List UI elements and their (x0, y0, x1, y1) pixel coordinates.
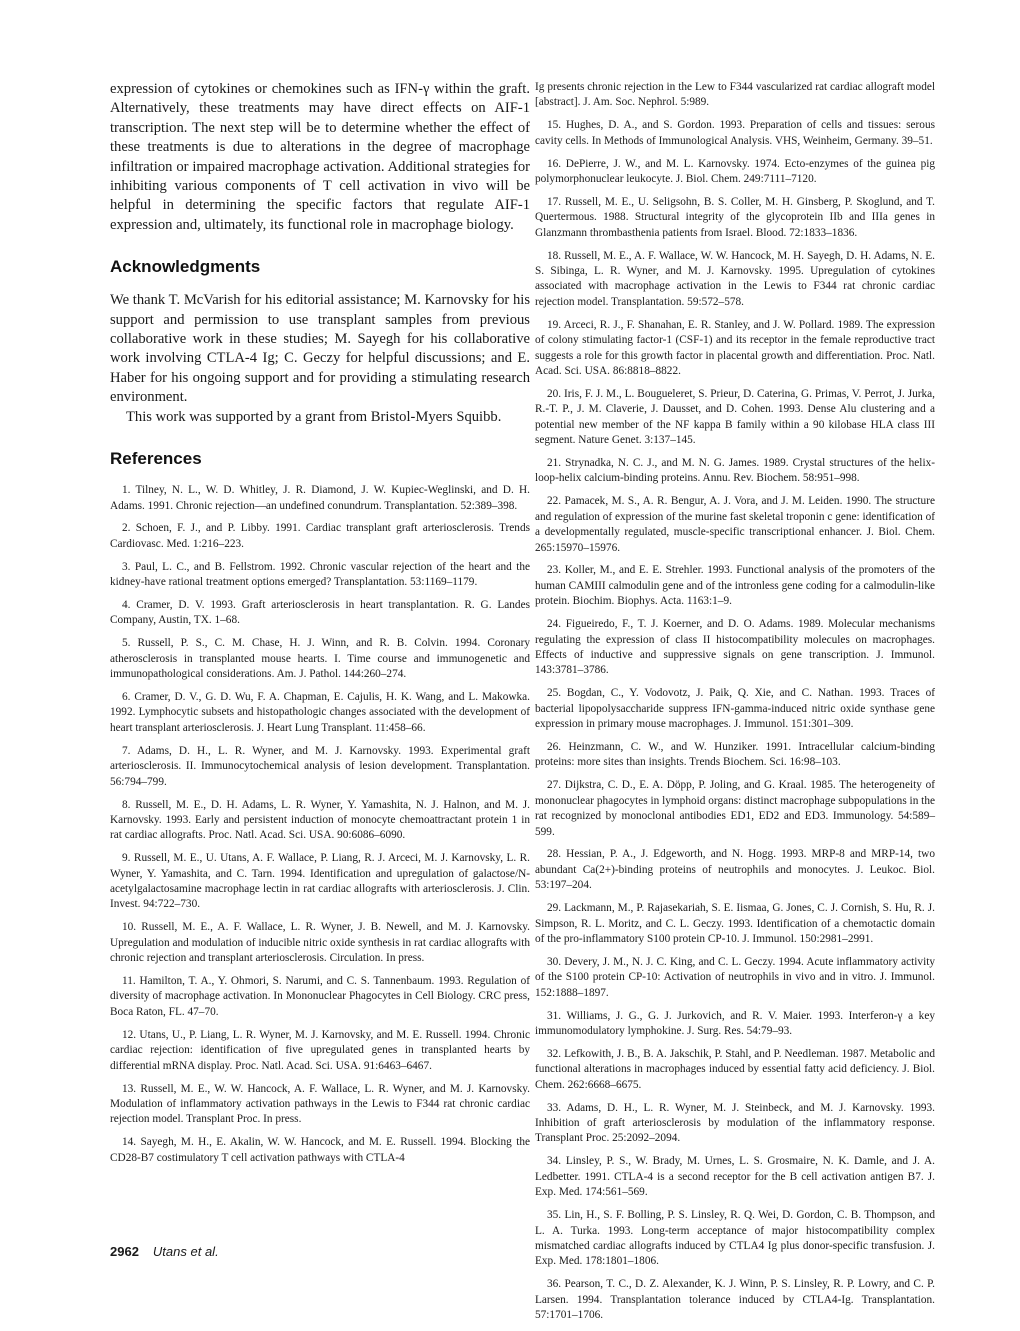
reference-item: 23. Koller, M., and E. E. Strehler. 1993. Functional analysis of the promoters of the human CAMIII calmodulin gene and of the intronless gene coding for a calmodulin-like protein. Biochim. Biophys. Acta. 1163:1–9. (535, 564, 935, 608)
reference-item: 20. Iris, F. J. M., L. Bougueleret, S. Prieur, D. Caterina, G. Primas, V. Perrot, J. Jurka, R.-T. P., J. M. Claverie, J. Dausset, and D. Cohen. 1993. Dense Alu clustering and a potential new member of the NF kappa B family within a 90 kilobase HLA class III segment. Nature Genet. 3:137–145. (535, 387, 935, 447)
reference-item: 5. Russell, P. S., C. M. Chase, H. J. Winn, and R. B. Colvin. 1994. Coronary atherosclerosis in transplanted mouse hearts. I. Time course and immunogenetic and immunopathological considerations. Am. J. Pathol. 144:260–274. (110, 637, 530, 681)
reference-item: 3. Paul, L. C., and B. Fellstrom. 1992. Chronic vascular rejection of the heart and the kidney-have rational treatment options emerged? Transplantation. 53:1169–1179. (110, 560, 530, 589)
acknowledgments-heading: Acknowledgments (110, 257, 261, 277)
reference-item: 26. Heinzmann, C. W., and W. Hunziker. 1991. Intracellular calcium-binding proteins: more sites than insights. Trends Biochem. Sci. 16:98–103. (535, 741, 935, 769)
reference-item: 6. Cramer, D. V., G. D. Wu, F. A. Chapman, E. Cajulis, H. K. Wang, and L. Makowka. 1992. Lymphocytic subsets and histopathologic changes associated with the development of heart transplant arteriosclerosis. J. Heart Lung Transplant. 11:458–66. (110, 691, 530, 734)
reference-item: 28. Hessian, P. A., J. Edgeworth, and N. Hogg. 1993. MRP-8 and MRP-14, two abundant Ca(2+)-binding proteins of neutrophils and monocytes. J. Leukoc. Biol. 53:197–204. (535, 848, 935, 892)
reference-item: 14. Sayegh, M. H., E. Akalin, W. W. Hancock, and M. E. Russell. 1994. Blocking the CD28-B7 costimulatory T cell activation pathways with CTLA-4 (110, 1136, 530, 1164)
reference-item: 18. Russell, M. E., A. F. Wallace, W. W. Hancock, M. H. Sayegh, D. H. Adams, N. E. S. Sibinga, L. R. Wyner, and M. J. Karnovsky. 1995. Upregulation of cytokines associated with macrophage activation in the Lewis to F344 rat chronic cardiac rejection model. Transplantation. 59:572–578. (535, 249, 935, 308)
acknowledgments-text: We thank T. McVarish for his editorial assistance; M. Karnovsky for his support and permission to use transplant samples from previous collaborative work in these studies; M. Sayegh for his collaborative work involving CTLA-4 Ig; C. Geczy for helpful discussions; and E. Haber for his ongoing support and for providing a stimulating research environment. (110, 292, 530, 406)
reference-item: 13. Russell, M. E., W. W. Hancock, A. F. Wallace, L. R. Wyner, and M. J. Karnovsky. Modulation of inflammatory activation pathways in the Lewis to F344 rat chronic cardiac rejection model. Transplant Proc. In press. (110, 1082, 530, 1126)
page-number: 2962 (110, 1244, 139, 1259)
reference-item: 31. Williams, J. G., G. J. Jurkovich, and R. V. Maier. 1993. Interferon-γ a key immunomodulatory lymphokine. J. Surg. Res. 54:79–93. (535, 1009, 935, 1038)
reference-item: 17. Russell, M. E., U. Seligsohn, B. S. Coller, M. H. Ginsberg, P. Skoglund, and T. Quertermous. 1988. Structural integrity of the glycoprotein IIb and IIIa genes in Glanzmann thrombasthenia patients from Israel. Blood. 72:1833–1836. (535, 195, 935, 239)
page-footer (110, 1244, 219, 1259)
reference-item: 4. Cramer, D. V. 1993. Graft arteriosclerosis in heart transplantation. R. G. Landes Company, Austin, TX. 1–68. (110, 599, 530, 627)
reference-list-left (110, 483, 530, 1166)
reference-item: 21. Strynadka, N. C. J., and M. N. G. James. 1989. Crystal structures of the helix-loop-helix calcium-binding proteins. Annu. Rev. Biochem. 58:951–998. (535, 457, 935, 485)
reference-item: 32. Lefkowith, J. B., B. A. Jakschik, P. Stahl, and P. Needleman. 1987. Metabolic and functional alterations in macrophages induced by essential fatty acid deficiency. J. Biol. Chem. 262:6668–6675. (535, 1047, 935, 1091)
reference-item: 35. Lin, H., S. F. Bolling, P. S. Linsley, R. Q. Wei, D. Gordon, C. B. Thompson, and L. A. Turka. 1993. Long-term acceptance of major histocompatibility complex mismatched cardiac allografts induced by CTLA4 Ig plus donor-specific transfusion. J. Exp. Med. 178:1801–1806. (535, 1209, 935, 1268)
reference-item: 7. Adams, D. H., L. R. Wyner, and M. J. Karnovsky. 1993. Experimental graft arteriosclerosis. II. Immunocytochemical analysis of lesion development. Transplantation. 56:794–799. (110, 744, 530, 788)
reference-item: 19. Arceci, R. J., F. Shanahan, E. R. Stanley, and J. W. Pollard. 1989. The expression of colony stimulating factor-1 (CSF-1) and its receptor in the female reproductive tract suggests a role for this growth factor in placental growth and differentiation. Proc. Natl. Acad. Sci. USA. 86:8818–8822. (535, 318, 935, 377)
reference-item: 8. Russell, M. E., D. H. Adams, L. R. Wyner, Y. Yamashita, N. J. Halnon, and M. J. Karnovsky. 1993. Early and persistent induction of monocyte chemoattractant protein 1 in rat cardiac allografts. Proc. Natl. Acad. Sci. USA. 90:6086–6090. (110, 798, 530, 842)
reference-item: 22. Pamacek, M. S., A. R. Bengur, A. J. Vora, and J. M. Leiden. 1990. The structure and regulation of expression of the murine fast skeletal troponin c gene: identification of a developmentally regulated, muscle-specific transcriptional enhancer. J. Biol. Chem. 265:15970–15976. (535, 495, 935, 554)
reference-item: 34. Linsley, P. S., W. Brady, M. Urnes, L. S. Grosmaire, N. K. Damle, and J. A. Ledbetter. 1991. CTLA-4 is a second receptor for the B cell activation antigen B7. J. Exp. Med. 174:561–569. (535, 1155, 935, 1199)
reference-item-continued: Ig presents chronic rejection in the Lew to F344 vascularized rat cardiac allograft model [abstract]. J. Am. Soc. Nephrol. 5:989. (535, 81, 935, 109)
right-column (535, 80, 935, 1331)
reference-list-right (535, 80, 935, 1323)
reference-item: 24. Figueiredo, F., T. J. Koerner, and D. O. Adams. 1989. Molecular mechanisms regulating the expression of class II histocompatibility molecules on macrophages. Effects of inductive and suppressive signals on gene transcription. J. Immunol. 143:3781–3786. (535, 618, 935, 677)
references-heading: References (110, 449, 202, 469)
reference-item: 9. Russell, M. E., U. Utans, A. F. Wallace, P. Liang, R. J. Arceci, M. J. Karnovsky, L. R. Wyner, Y. Yamashita, and C. Tarn. 1994. Identification and upregulation of galactose/N-acetylgalactosamine macrophage lectin in rat cardiac allografts with arteriosclerosis. J. Clin. Invest. 94:722–730. (110, 852, 530, 911)
reference-item: 25. Bogdan, C., Y. Vodovotz, J. Paik, Q. Xie, and C. Nathan. 1993. Traces of bacterial lipopolysaccharide suppress IFN-gamma-induced nitric oxide synthase gene expression in primary mouse macrophages. J. Immunol. 151:301–309. (535, 687, 935, 731)
reference-item: 29. Lackmann, M., P. Rajasekariah, S. E. Iismaa, G. Jones, C. J. Cornish, S. Hu, R. J. Simpson, R. L. Moritz, and C. L. Geczy. 1993. Identification of a chemotactic domain of the pro-inflammatory S100 protein CP-10. J. Immunol. 150:2981–2991. (535, 902, 935, 945)
reference-item: 16. DePierre, J. W., and M. L. Karnovsky. 1974. Ecto-enzymes of the guinea pig polymorphonuclear leukocyte. J. Biol. Chem. 249:7111–7120. (535, 157, 935, 186)
reference-item: 30. Devery, J. M., N. J. C. King, and C. L. Geczy. 1994. Acute inflammatory activity of the S100 protein CP-10: Activation of neutrophils in vivo and in vitro. J. Immunol. 152:1888–1897. (535, 955, 935, 999)
running-head: Utans et al. (152, 1244, 219, 1259)
reference-item: 36. Pearson, T. C., D. Z. Alexander, K. J. Winn, P. S. Linsley, R. P. Lowry, and C. P. Larsen. 1994. Transplantation tolerance induced by CTLA4-Ig. Transplantation. 57:1701–1706. (535, 1278, 935, 1322)
intro-paragraph: expression of cytokines or chemokines such as IFN-γ within the graft. Alternatively, these treatments may have direct effects on AIF-1 transcription. The next step will be to determine whether the effect of these treatments is due to alterations in the degree of macrophage infiltration or impaired macrophage activation. Additional strategies for inhibiting various components of T cell activation in vivo will be helpful in determining the specific factors that regulate AIF-1 expression and, ultimately, its functional role in macrophage biology. (110, 81, 530, 233)
reference-item: 15. Hughes, D. A., and S. Gordon. 1993. Preparation of cells and tissues: serous cavity cells. In Methods of Immunological Analysis. VHS, Weinheim, Germany. 39–51. (535, 119, 935, 147)
reference-item: 12. Utans, U., P. Liang, L. R. Wyner, M. J. Karnovsky, and M. E. Russell. 1994. Chronic cardiac rejection: identification of five upregulated genes in transplanted hearts by differential mRNA display. Proc. Natl. Acad. Sci. USA. 91:6463–6467. (110, 1028, 530, 1072)
reference-item: 33. Adams, D. H., L. R. Wyner, M. J. Steinbeck, and M. J. Karnovsky. 1993. Inhibition of graft arteriosclerosis by modulation of the inflammatory response. Transplant Proc. 25:2092–2094. (535, 1101, 935, 1145)
left-column (110, 80, 530, 1174)
reference-item: 27. Dijkstra, C. D., E. A. Döpp, P. Joling, and G. Kraal. 1985. The heterogeneity of mononuclear phagocytes in lymphoid organs: distinct macrophage subpopulations in the rat recognized by monoclonal antibodies ED1, ED2 and ED3. Immunology. 54:589–599. (535, 779, 935, 838)
reference-item: 2. Schoen, F. J., and P. Libby. 1991. Cardiac transplant graft arteriosclerosis. Trends Cardiovasc. Med. 1:216–223. (110, 522, 530, 550)
reference-item: 10. Russell, M. E., A. F. Wallace, L. R. Wyner, J. B. Newell, and M. J. Karnovsky. Upregulation and modulation of inducible nitric oxide synthesis in rat cardiac allografts with chronic rejection and transplant arteriosclerosis. Circulation. In press. (110, 921, 530, 965)
reference-item: 1. Tilney, N. L., W. D. Whitley, J. R. Diamond, J. W. Kupiec-Weglinski, and D. H. Adams. 1991. Chronic rejection—an undefined conundrum. Transplantation. 52:389–398. (110, 484, 530, 512)
reference-item: 11. Hamilton, T. A., Y. Ohmori, S. Narumi, and C. S. Tannenbaum. 1993. Regulation of diversity of macrophage activation. In Mononuclear Phagocytes in Cell Biology. CRC press, Boca Raton, FL. 47–70. (110, 975, 530, 1018)
funding-text: This work was supported by a grant from Bristol-Myers Squibb. (126, 408, 502, 425)
